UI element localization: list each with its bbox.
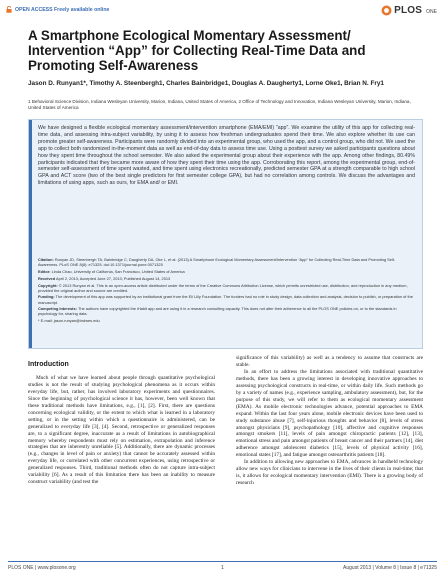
open-access-banner <box>6 5 109 14</box>
body-paragraph: Much of what we have learned about people through quantitative psychological studies is not the result of studying psychological phenomena as it occurs within everyday life, but, rather, has involved laboratory experiments and questionnaires. Since the beginning of psychological science it has, however, been well known that these traditional methods have limitations, e.g., [1], [2]. First, there are questions concerning ecological validity, or the extent to which what is learned in a laboratory setting, or in the setting within which a questionnaire is administered, can be generalized to everyday life [3], [4]. Second, retrospective or generalized responses are, to a significant degree, inaccurate as a result of limitations in autobiographical memory whereby respondents must rely on estimation, extrapolation and inference strategies that are inherently unreliable [5]. Additionally, there are dynamic processes (e.g., changes in level of pain or anxiety) that cannot be accurately assessed within everyday life, or correlated with other concurrent experiences, using retrospective or generalized responses. Third, traditional methods often do not capture intra-subject variability [6]. As a result of this limitation there has been an inability to measure construct variability (and test the <box>28 374 215 486</box>
body-column-right <box>236 355 423 487</box>
funding-label: Funding: <box>38 294 55 300</box>
received-label: Received <box>38 275 56 281</box>
journal-logo-text: PLOS <box>394 4 423 16</box>
copyright-label: Copyright: <box>38 282 58 288</box>
citation-label: Citation: <box>38 257 54 262</box>
open-lock-icon <box>6 6 12 13</box>
body-paragraph: significance of this variability) as well as a tendency to assume that constructs are stable. <box>236 355 423 368</box>
affiliations: 1 Behavioral Science Division, Indiana Wesleyan University, Marion, Indiana, United States of America, 2 Office of Technology and Innovation, Indiana Wesleyan University, Marion, Indiana, United States of America <box>28 99 411 110</box>
funding-text: The development of this app was supported by an institutional grant from the Eli Lilly Foundation. The funders had no role in study design, data collection and analysis, decision to publish, or preparation of the manuscript. <box>38 294 413 305</box>
plos-logo-icon <box>381 5 392 16</box>
abstract-accent-bar <box>29 120 32 348</box>
open-access-label: OPEN ACCESS Freely available online <box>15 6 110 13</box>
footer-divider <box>8 561 437 562</box>
copyright-line <box>38 283 415 293</box>
page-number: 1 <box>221 565 224 571</box>
author-list: Jason D. Runyan1*, Timothy A. Steenbergh1, Charles Bainbridge1, Douglas A. Daugherty1, Lorne Oke1, Brian N. Fry1 <box>28 80 384 87</box>
competing-interests-line <box>38 306 415 316</box>
editor-label: Editor: <box>38 268 51 274</box>
editor-text: Linda Chao, University of California, San Francisco, United States of America <box>51 268 185 274</box>
editor-line <box>38 269 415 274</box>
competing-interests-label: Competing Interests: <box>38 306 77 312</box>
footer-issue-info: August 2013 | Volume 8 | Issue 8 | e71325 <box>343 565 437 571</box>
introduction-heading: Introduction <box>28 361 69 368</box>
citation-line <box>38 257 415 267</box>
funding-line <box>38 294 415 304</box>
journal-name: ONE <box>426 9 437 15</box>
body-paragraph: In addition to allowing new approaches to EMA, advances in handheld technology allow new ways for clinicians to intervene in the lives of their clients in real-time; that is, it allows for ecological momentary intervention (EMI). There is a growing body of research <box>236 459 423 487</box>
competing-interests-text: The authors have copyrighted the iHabit app and are using it in a research consulting capacity. This does not alter their adherence to all the PLOS ONE policies on, or to the standards in psychology for, sharing data. <box>38 306 397 317</box>
article-metadata <box>38 257 415 325</box>
email-line[interactable]: * E-mail: jason.runyan@indwes.edu <box>38 318 100 324</box>
article-title: A Smartphone Ecological Momentary Assessment/ Intervention “App” for Collecting Real-Time Data and Promoting Self-Awareness <box>28 28 366 73</box>
dates-text: April 2, 2013; Accepted June 27, 2013; Published August 14, 2013 <box>55 275 171 281</box>
abstract-text: We have designed a flexible ecological momentary assessment/intervention smartphone (EMA/EMI) “app”. We examine the utility of this app for collecting real-time data, and assessing intra-subject variability, by using it to assess how freshman undergraduates spend their time. We also explore whether its use can promote greater self-awareness. Participants were randomly divided into an experimental group, who used the app, and a control group, who did not. We used the app to collect both randomized in-the-moment data as well as end-of-day data to assess time use. Using a posttest survey we asked participants questions about how they spent time throughout the school semester. We also asked the experimental group about their experience with the app. Among other findings, 80.49% participants indicated that they became more aware of how they spent their time using the app. Corroborating this report, among the experimental group, end-of-semester self-assessment of time spent wasted, and time spent using electronics recreationally, predicted semester GPA at a strength comparable to high school GPA and ACT score (two of the best single predictors for first semester college GPA), but had no correlation among controls. We discuss the advantages and limitations of using apps, such as ours, for EMA and/ or EMI. <box>38 125 415 187</box>
dates-line <box>38 276 415 281</box>
body-column-left <box>28 355 215 486</box>
journal-logo[interactable] <box>381 4 437 16</box>
citation-text: Runyan JD, Steenbergh TA, Bainbridge C, Daugherty DA, Oke L, et al. (2013) A Smartphone Ecological Momentary Assessment/Intervention “App” for Collecting Real-Time Data and Promoting Self-Awareness. PLoS ONE 8(8): e71325. doi:10.1371/journal.pone.0071325 <box>38 257 396 268</box>
copyright-text: © 2013 Runyan et al. This is an open-access article distributed under the terms of the Creative Commons Attribution License, which permits unrestricted use, distribution, and reproduction in any medium, provided the original author and source are credited. <box>38 282 408 293</box>
footer-journal-url[interactable]: PLOS ONE | www.plosone.org <box>8 565 76 571</box>
body-paragraph: In an effort to address the limitations associated with traditional quantitative methods, there has been a growing interest in developing innovative approaches to assessing psychological constructs in real-time, or within daily life. Such methods go by a variety of names (e.g., experience sampling, ambulatory assessment), but, for the purpose of this study, we will refer to them as ecological momentary assessment (EMA). As mobile electronic technologies advance, potential approaches to EMA expand. Within the last four years alone, mobile electronic devices have been used to study substance abuse [7], self-injurious thoughts and behavior [8], levels of stress amongst physicians [9], psychopathology [10], affective and cognitive responses amongst smokers [11], levels of pain amongst chiropractic patients [12], [13], emotional stress and pain amongst patients of breast cancer and their partners [14], diet adherence amongst adolescent diabetics [15], levels of physical activity [16], emotional states [17], and fatigue amongst osteoarthritis patients [18]. <box>236 368 423 459</box>
abstract-panel <box>28 119 423 349</box>
